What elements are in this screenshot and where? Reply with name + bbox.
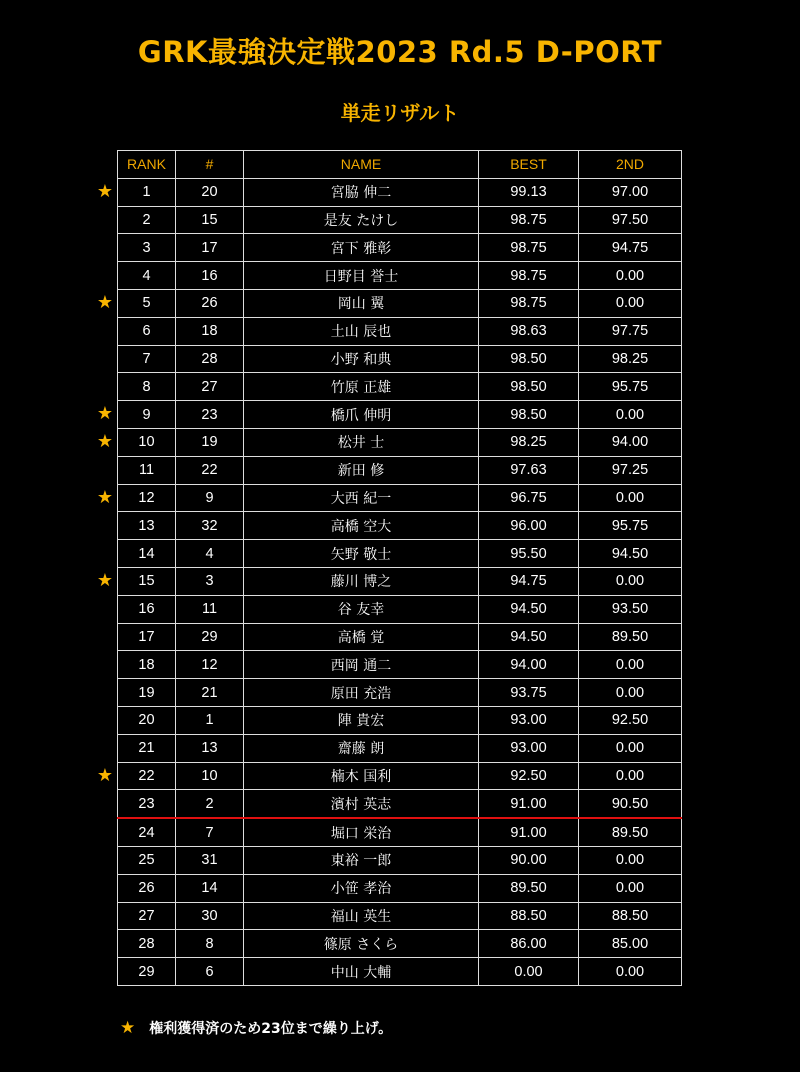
cell-number: 29: [176, 623, 244, 651]
table-row: [118, 428, 682, 456]
table-row: [118, 790, 682, 818]
table-row: [118, 512, 682, 540]
cell-name: 楠木 国利: [244, 762, 479, 790]
table-row: [118, 651, 682, 679]
cell-number: 28: [176, 345, 244, 373]
star-slot: [94, 456, 116, 484]
cell-rank: 28: [118, 930, 176, 958]
cell-name: 東裕 一郎: [244, 846, 479, 874]
cell-second: 97.75: [579, 317, 682, 345]
star-icon: ★: [96, 430, 114, 452]
header-second: 2ND: [579, 151, 682, 179]
cell-second: 89.50: [579, 818, 682, 846]
table-row: [118, 262, 682, 290]
cell-best: 86.00: [479, 930, 579, 958]
cell-rank: 22: [118, 762, 176, 790]
cell-best: 98.25: [479, 428, 579, 456]
cell-number: 20: [176, 178, 244, 206]
cell-number: 18: [176, 317, 244, 345]
star-slot: [94, 595, 116, 623]
cell-second: 97.00: [579, 178, 682, 206]
cell-best: 94.75: [479, 567, 579, 595]
star-slot: [94, 706, 116, 734]
cell-name: 土山 辰也: [244, 317, 479, 345]
cell-rank: 6: [118, 317, 176, 345]
cell-best: 92.50: [479, 762, 579, 790]
results-table-wrap: [117, 150, 681, 986]
cell-second: 98.25: [579, 345, 682, 373]
star-slot: [94, 372, 116, 400]
cell-number: 9: [176, 484, 244, 512]
cell-name: 矢野 敬士: [244, 540, 479, 568]
cell-number: 26: [176, 289, 244, 317]
star-slot: [94, 539, 116, 567]
star-slot: [94, 846, 116, 874]
cell-best: 0.00: [479, 958, 579, 986]
cell-number: 2: [176, 790, 244, 818]
table-row: [118, 706, 682, 734]
star-icon: ★: [96, 403, 114, 425]
table-row: [118, 874, 682, 902]
cell-number: 7: [176, 818, 244, 846]
cell-name: 松井 士: [244, 428, 479, 456]
star-slot: [94, 789, 116, 817]
cell-best: 91.00: [479, 790, 579, 818]
table-row: [118, 540, 682, 568]
cell-best: 96.00: [479, 512, 579, 540]
cell-name: 齋藤 朗: [244, 734, 479, 762]
cell-second: 0.00: [579, 846, 682, 874]
cell-best: 99.13: [479, 178, 579, 206]
cell-rank: 5: [118, 289, 176, 317]
table-row: [118, 623, 682, 651]
cell-rank: 18: [118, 651, 176, 679]
star-slot: [94, 261, 116, 289]
cell-name: 陣 貴宏: [244, 706, 479, 734]
cell-best: 94.50: [479, 623, 579, 651]
cell-second: 97.50: [579, 206, 682, 234]
cell-best: 93.00: [479, 706, 579, 734]
cell-rank: 17: [118, 623, 176, 651]
table-row: [118, 456, 682, 484]
cell-rank: 4: [118, 262, 176, 290]
star-icon: ★: [96, 486, 114, 508]
cell-name: 竹原 正雄: [244, 373, 479, 401]
star-slot: [94, 874, 116, 902]
cell-rank: 1: [118, 178, 176, 206]
cell-rank: 20: [118, 706, 176, 734]
cell-best: 98.50: [479, 401, 579, 429]
table-row: [118, 234, 682, 262]
cell-best: 91.00: [479, 818, 579, 846]
star-icon: ★: [96, 764, 114, 786]
cell-name: 是友 たけし: [244, 206, 479, 234]
star-slot: [94, 511, 116, 539]
cell-rank: 15: [118, 567, 176, 595]
cell-name: 中山 大輔: [244, 958, 479, 986]
cell-rank: 16: [118, 595, 176, 623]
cell-rank: 27: [118, 902, 176, 930]
results-table: [117, 150, 682, 986]
cell-number: 19: [176, 428, 244, 456]
cell-number: 1: [176, 706, 244, 734]
star-slot: [94, 623, 116, 651]
cell-name: 宮脇 伸二: [244, 178, 479, 206]
table-row: [118, 958, 682, 986]
table-row: [118, 484, 682, 512]
cell-name: 藤川 博之: [244, 567, 479, 595]
cell-number: 17: [176, 234, 244, 262]
cell-second: 0.00: [579, 567, 682, 595]
table-row: [118, 902, 682, 930]
cell-second: 0.00: [579, 958, 682, 986]
cell-number: 21: [176, 679, 244, 707]
table-row: [118, 178, 682, 206]
cell-second: 95.75: [579, 512, 682, 540]
cell-rank: 29: [118, 958, 176, 986]
cell-name: 橋爪 伸明: [244, 401, 479, 429]
cell-rank: 12: [118, 484, 176, 512]
cell-best: 97.63: [479, 456, 579, 484]
cell-second: 0.00: [579, 679, 682, 707]
table-row: [118, 595, 682, 623]
cell-name: 谷 友幸: [244, 595, 479, 623]
cell-second: 94.50: [579, 540, 682, 568]
star-slot: [94, 650, 116, 678]
table-row: [118, 289, 682, 317]
cell-rank: 8: [118, 373, 176, 401]
cell-second: 94.75: [579, 234, 682, 262]
cell-second: 92.50: [579, 706, 682, 734]
cell-number: 6: [176, 958, 244, 986]
footnote: [120, 1018, 392, 1038]
table-row: [118, 679, 682, 707]
cell-name: 高橋 空大: [244, 512, 479, 540]
cell-best: 94.50: [479, 595, 579, 623]
cell-name: 岡山 翼: [244, 289, 479, 317]
cell-rank: 10: [118, 428, 176, 456]
cell-rank: 9: [118, 401, 176, 429]
cell-rank: 2: [118, 206, 176, 234]
cell-best: 98.50: [479, 345, 579, 373]
cell-second: 0.00: [579, 651, 682, 679]
cell-best: 95.50: [479, 540, 579, 568]
cell-number: 22: [176, 456, 244, 484]
cell-rank: 24: [118, 818, 176, 846]
cell-rank: 13: [118, 512, 176, 540]
star-icon: ★: [120, 1018, 136, 1038]
cell-second: 0.00: [579, 874, 682, 902]
header-best: BEST: [479, 151, 579, 179]
cell-number: 30: [176, 902, 244, 930]
cell-number: 13: [176, 734, 244, 762]
cell-name: 宮下 雅彰: [244, 234, 479, 262]
star-slot: [94, 902, 116, 930]
star-icon: ★: [96, 180, 114, 202]
cell-name: 原田 充浩: [244, 679, 479, 707]
star-slot: [94, 734, 116, 762]
cell-name: 福山 英生: [244, 902, 479, 930]
cell-name: 新田 修: [244, 456, 479, 484]
cell-best: 98.75: [479, 262, 579, 290]
cell-second: 0.00: [579, 762, 682, 790]
cell-number: 10: [176, 762, 244, 790]
cell-best: 98.75: [479, 289, 579, 317]
cell-second: 0.00: [579, 734, 682, 762]
table-row: [118, 930, 682, 958]
table-row: [118, 762, 682, 790]
table-row: [118, 345, 682, 373]
cell-rank: 21: [118, 734, 176, 762]
cell-name: 大西 紀一: [244, 484, 479, 512]
header-rank: RANK: [118, 151, 176, 179]
cell-second: 0.00: [579, 289, 682, 317]
page-title: GRK最強決定戦2023 Rd.5 D-PORT: [137, 35, 663, 69]
cell-number: 16: [176, 262, 244, 290]
cell-name: 篠原 さくら: [244, 930, 479, 958]
cell-rank: 11: [118, 456, 176, 484]
cell-second: 0.00: [579, 401, 682, 429]
cell-second: 85.00: [579, 930, 682, 958]
cell-best: 98.75: [479, 234, 579, 262]
cell-number: 31: [176, 846, 244, 874]
star-slot: [94, 929, 116, 957]
cell-second: 89.50: [579, 623, 682, 651]
star-slot: [94, 206, 116, 234]
star-slot: [94, 678, 116, 706]
cell-number: 14: [176, 874, 244, 902]
cell-second: 95.75: [579, 373, 682, 401]
cell-name: 高橋 覚: [244, 623, 479, 651]
cell-name: 日野目 誉士: [244, 262, 479, 290]
cell-rank: 19: [118, 679, 176, 707]
cell-second: 0.00: [579, 262, 682, 290]
star-slot: [94, 957, 116, 985]
cell-name: 小笹 孝治: [244, 874, 479, 902]
star-slot: [94, 345, 116, 373]
star-icon: ★: [96, 291, 114, 313]
cell-number: 27: [176, 373, 244, 401]
cell-rank: 26: [118, 874, 176, 902]
star-slot: [94, 818, 116, 846]
star-icon: ★: [96, 569, 114, 591]
cell-name: 堀口 栄治: [244, 818, 479, 846]
cell-best: 94.00: [479, 651, 579, 679]
cell-number: 8: [176, 930, 244, 958]
cell-rank: 25: [118, 846, 176, 874]
header-row: [118, 151, 682, 179]
cell-name: 西岡 通二: [244, 651, 479, 679]
star-slot: [94, 150, 116, 178]
cell-rank: 14: [118, 540, 176, 568]
cell-best: 90.00: [479, 846, 579, 874]
cell-best: 89.50: [479, 874, 579, 902]
cell-number: 3: [176, 567, 244, 595]
cell-rank: 3: [118, 234, 176, 262]
footnote-text: 権利獲得済のため23位まで繰り上げ。: [149, 1021, 393, 1037]
cell-second: 88.50: [579, 902, 682, 930]
table-row: [118, 206, 682, 234]
table-row: [118, 846, 682, 874]
star-column: [94, 150, 116, 985]
page-subtitle: 単走リザルト: [340, 101, 460, 125]
cell-second: 97.25: [579, 456, 682, 484]
cell-best: 96.75: [479, 484, 579, 512]
cell-number: 11: [176, 595, 244, 623]
star-slot: [94, 317, 116, 345]
table-row: [118, 373, 682, 401]
cell-number: 15: [176, 206, 244, 234]
cell-best: 93.00: [479, 734, 579, 762]
cell-second: 93.50: [579, 595, 682, 623]
cell-best: 88.50: [479, 902, 579, 930]
star-slot: [94, 233, 116, 261]
table-row: [118, 317, 682, 345]
cell-number: 23: [176, 401, 244, 429]
table-row: [118, 401, 682, 429]
cell-name: 小野 和典: [244, 345, 479, 373]
header-number: #: [176, 151, 244, 179]
cell-number: 12: [176, 651, 244, 679]
cell-second: 90.50: [579, 790, 682, 818]
cell-best: 93.75: [479, 679, 579, 707]
cell-name: 濱村 英志: [244, 790, 479, 818]
cell-best: 98.75: [479, 206, 579, 234]
cell-second: 0.00: [579, 484, 682, 512]
cell-rank: 23: [118, 790, 176, 818]
cell-best: 98.50: [479, 373, 579, 401]
header-name: NAME: [244, 151, 479, 179]
cell-rank: 7: [118, 345, 176, 373]
cell-number: 4: [176, 540, 244, 568]
cell-best: 98.63: [479, 317, 579, 345]
table-row: [118, 818, 682, 846]
table-row: [118, 734, 682, 762]
table-row: [118, 567, 682, 595]
cell-second: 94.00: [579, 428, 682, 456]
cell-number: 32: [176, 512, 244, 540]
